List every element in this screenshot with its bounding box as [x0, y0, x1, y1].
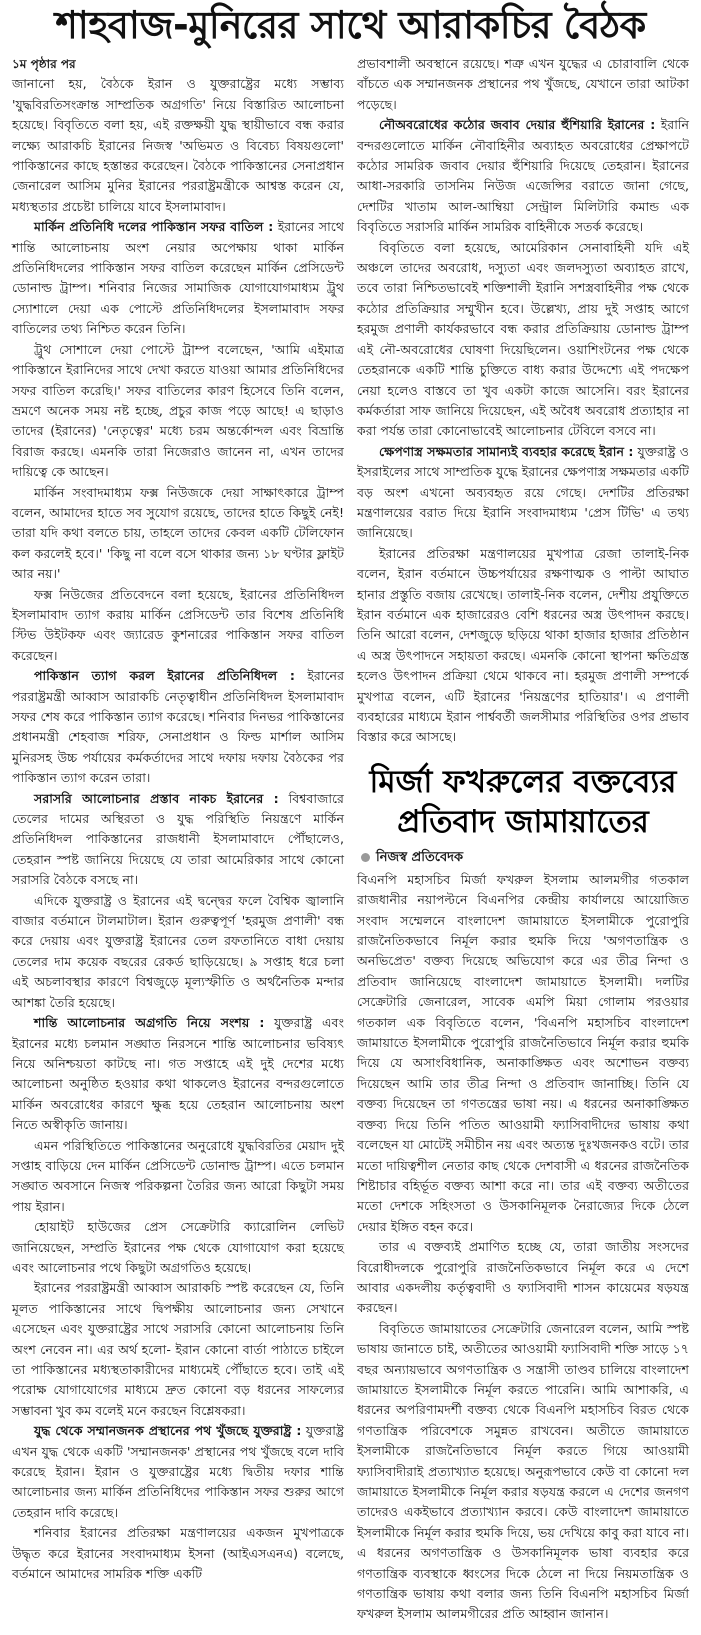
- article1-left-column: [12, 54, 344, 1584]
- paragraph-text: মার্কিন সংবাদমাধ্যম ফক্স নিউজকে দেয়া সাক্ষাৎকারে ট্রাম্প বলেন, আমাদের হাতে সব সুযোগ রয়েছে, তাদের হাতে কিছুই নেই! তারা যদি কথা বলতে চায়, তাহলে তাদের কেবল একটি টেলিফোন কল করলেই হবে।' 'কিছু না বলে বসে থাকার জন্য ১৮ ঘণ্টার ফ্লাইট আর নয়।': [12, 484, 344, 582]
- paragraph: [357, 54, 689, 115]
- paragraph-text: বিবৃতিতে বলা হয়েছে, আমেরিকান সেনাবাহিনী যদি এই অঞ্চলে তাদের অবরোধ, দস্যুতা এবং জলদস্যুতা অব্যাহত রাখে, তবে তারা নিশ্চিতভাবেই শক্তিশালী ইরানি সশস্ত্রবাহিনীর পক্ষ থেকে কঠোর প্রতিক্রিয়ার সম্মুখীন হবে। উল্লেখ্য, প্রায় দুই সপ্তাহ আগে হরমুজ প্রণালী কার্যকরভাবে বন্ধ করার প্রতিক্রিয়ায় ডোনাল্ড ট্রাম্প এই নৌ-অবরোধের ঘোষণা দিয়েছিলেন। ওয়াশিংটনের পক্ষ থেকে তেহরানকে একটি শান্তি চুক্তিতে বাধ্য করার উদ্দেশ্যে এই পদক্ষেপ নেয়া হলেও বাস্তবে তা খুব একটা কাজে আসেনি। বরং ইরানের কর্মকর্তারা সাফ জানিয়ে দিয়েছেন, এই অবৈধ অবরোধ প্রত্যাহার না করা পর্যন্ত তারা কোনোভাবেই আলোচনার টেবিলে বসবে না।: [357, 239, 689, 439]
- paragraph: [12, 217, 344, 339]
- paragraph: [12, 1421, 344, 1523]
- subheading: যুদ্ধ থেকে সম্মানজনক প্রস্থানের পথ খুঁজছে যুক্তরাষ্ট্র :: [34, 1423, 302, 1439]
- left-paragraphs: [12, 74, 344, 1584]
- subheading: পাকিস্তান ত্যাগ করল ইরানের প্রতিনিধিদল :: [34, 668, 295, 684]
- paragraph: [12, 891, 344, 1013]
- paragraph-text: যুক্তরাষ্ট্র এবং ইরানের মধ্যে চলমান সঙ্ঘাত নিরসনে শান্তি আলোচনার ভবিষ্যৎ নিয়ে অনিশ্চয়তা কাটছে না। গত সপ্তাহে এই দুই দেশের মধ্যে আলোচনা অনুষ্ঠিত হওয়ার কথা থাকলেও ইরানের বন্দরগুলোতে মার্কিন অবরোধের কারণে ক্ষুব্ধ হয়ে তেহরান আলোচনায় অংশ নিতে অস্বীকৃতি জানায়।: [12, 1015, 344, 1133]
- paragraph-text: ইরানের প্রতিরক্ষা মন্ত্রণালয়ের মুখপাত্র রেজা তালাই-নিক বলেন, ইরান বর্তমানে উচ্চপর্যায়ের রক্ষণাত্মক ও পাল্টা আঘাত হানার প্রস্তুতি বজায় রেখেছে। তালাই-নিক বলেন, দেশীয় প্রযুক্তিতে ইরান বর্তমানে এক হাজারেরও বেশি ধরনের অস্ত্র উৎপাদন করছে। তিনি আরো বলেন, দেশজুড়ে ছড়িয়ে থাকা হাজার হাজার প্রতিষ্ঠান এ অস্ত্র উৎপাদনে সহায়তা করছে। এমনকি কোনো স্থাপনা ক্ষতিগ্রস্ত হলেও উৎপাদন প্রক্রিয়া থেমে থাকবে না। হরমুজ প্রণালী সম্পর্কে মুখপাত্র বলেন, এটি ইরানের 'নিয়ন্ত্রণের হাতিয়ার'। এ প্রণালী ব্যবহারের মাধ্যমে ইরান পার্শ্ববর্তী জলসীমার পরিস্থিতির ওপর প্রভাব বিস্তার করে আসছে।: [357, 545, 689, 745]
- article2-headline-line2: প্রতিবাদ জামায়াতের: [397, 803, 649, 840]
- subheading: নৌঅবরোধের কঠোর জবাব দেয়ার হুঁশিয়ারি ইরানের :: [379, 117, 656, 133]
- paragraph: [12, 1136, 344, 1218]
- paragraph-text: ট্রুথ সোশালে দেয়া পোস্টে ট্রাম্প বলেছেন, 'আমি এইমাত্র পাকিস্তানে ইরানিদের সাথে দেখা করতে যাওয়া আমার প্রতিনিধিদের সফর বাতিল করেছি।' সফর বাতিলের কারণ হিসেবে তিনি বলেন, ভ্রমণে অনেক সময় নষ্ট হচ্ছে, প্রচুর কাজ পড়ে আছে! এ ছাড়াও তাদের (ইরানের) 'নেতৃত্বের' মধ্যে চরম অন্তর্কোন্দল এবং বিভ্রান্তি বিরাজ করছে। এমনকি তারা নিজেরাও জানেন না, এখন তাদের দায়িত্বে কে আছেন।: [12, 341, 344, 480]
- subheading: শান্তি আলোচনার অগ্রগতি নিয়ে সংশয় :: [34, 1015, 265, 1031]
- paragraph: [357, 115, 689, 237]
- paragraph-text: এমন পরিস্থিতিতে পাকিস্তানের অনুরোধে যুদ্ধবিরতির মেয়াদ দুই সপ্তাহ বাড়িয়ে দেন মার্কিন প্রেসিডেন্ট ডোনাল্ড ট্রাম্প। এতে চলমান সঙ্ঘাত অবসানে নিজস্ব পরিকল্পনা তৈরির জন্য আরো কিছুটা সময় পায় ইরান।: [12, 1137, 344, 1214]
- paragraph: [357, 442, 689, 544]
- paragraph-text: এদিকে যুক্তরাষ্ট্র ও ইরানের এই দ্বন্দ্বের ফলে বৈশ্বিক জ্বালানি বাজার বর্তমানে টালমাটাল। ইরান গুরুত্বপূর্ণ 'হরমুজ প্রণালী' বন্ধ করে দেয়ায় এবং যুক্তরাষ্ট্র ইরানের তেল রফতানিতে বাধা দেয়ায় তেলের দাম কয়েক বছরের রেকর্ড ছাড়িয়েছে। ৯ সপ্তাহ ধরে চলা এই অচলাবস্থার কারণে বিশ্বজুড়ে মূল্যস্ফীতি ও অর্থনৈতিক মন্দার আশঙ্কা তৈরি হয়েছে।: [12, 892, 344, 1010]
- columns: [12, 54, 689, 1625]
- paragraph: [12, 666, 344, 788]
- paragraph-text: ফক্স নিউজের প্রতিবেদনে বলা হয়েছে, ইরানের প্রতিনিধিদল ইসলামাবাদ ত্যাগ করায় মার্কিন প্রেসিডেন্ট তার বিশেষ প্রতিনিধি স্টিভ উইটকফ এবং জ্যারেড কুশনারের পাকিস্তান সফর বাতিল করেছেন।: [12, 586, 344, 663]
- paragraph-text: জানানো হয়, বৈঠকে ইরান ও যুক্তরাষ্ট্রের মধ্যে সম্ভাব্য 'যুদ্ধবিরতিসংক্রান্ত সাম্প্রতিক অগ্রগতি' নিয়ে বিস্তারিত আলোচনা হয়েছে। বিবৃতিতে বলা হয়, এই রক্তক্ষয়ী যুদ্ধ স্থায়ীভাবে বন্ধ করার লক্ষ্যে আরাকচি ইরানের নিজস্ব 'অভিমত ও বিবেচ্য বিষয়গুলো' পাকিস্তানের কাছে হস্তান্তর করেছেন। বৈঠকে পাকিস্তানের সেনাপ্রধান জেনারেল আসিম মুনির ইরানের পররাষ্ট্রমন্ত্রীকে আশ্বস্ত করেন যে, মধ্যস্থতার প্রচেষ্টা চালিয়ে যাবে ইসলামাবাদ।: [12, 76, 344, 214]
- byline-text: নিজস্ব প্রতিবেদক: [376, 849, 464, 865]
- subheading: মার্কিন প্রতিনিধি দলের পাকিস্তান সফর বাতিল :: [34, 219, 274, 235]
- article2-byline: [357, 848, 689, 868]
- paragraph-text: তার এ বক্তব্যই প্রমাণিত হচ্ছে যে, তারা জাতীয় সংসদের বিরোধীদলকে পুরোপুরি রাজনৈতিকভাবে নির্মূল করে এ দেশে আবার একদলীয় কর্তৃত্ববাদী ও ফ্যাসিবাদী শাসন কায়েমের ষড়যন্ত্র করছেন।: [357, 1239, 689, 1316]
- subheading: সরাসরি আলোচনার প্রস্তাব নাকচ ইরানের :: [34, 790, 279, 806]
- continued-from-label: ১ম পৃষ্ঠার পর: [12, 57, 76, 71]
- paragraph: [357, 544, 689, 748]
- paragraph: [12, 1523, 344, 1584]
- paragraph-text: বিএনপি মহাসচিব মির্জা ফখরুল ইসলাম আলমগীর গতকাল রাজধানীর নয়াপল্টনে বিএনপির কেন্দ্রীয় কার্যালয়ে আয়োজিত সংবাদ সম্মেলনে বাংলাদেশ জামায়াতে ইসলামীকে পুরোপুরি রাজনৈতিকভাবে নির্মূল করার হুমকি দিয়ে 'অগণতান্ত্রিক ও অনভিপ্রেত' বক্তব্য দিয়েছে অভিযোগ করে এর তীব্র নিন্দা ও প্রতিবাদ জানিয়েছে বাংলাদেশ জামায়াতে ইসলামী। দলটির সেক্রেটারি জেনারেল, সাবেক এমপি মিয়া গোলাম পরওয়ার গতকাল এক বিবৃতিতে বলেন, 'বিএনপি মহাসচিব বাংলাদেশ জামায়াতে ইসলামীকে পুরোপুরি রাজনৈতিভাবে নির্মূল করার হুমকি দিয়ে যে অসাংবিধানিক, অনাকাঙ্ক্ষিত এবং অশোভন বক্তব্য দিয়েছেন আমি তার তীব্র নিন্দা ও প্রতিবাদ জানাচ্ছি। তিনি যে বক্তব্য দিয়েছেন তা গণতন্ত্রের ভাষা নয়। এ ধরনের অনাকাঙ্ক্ষিত বক্তব্য দিয়ে তিনি পতিত আওয়ামী ফ্যাসিবাদীদের ভাষায় কথা বলেছেন যা মোটেই সমীচীন নয় এবং অত্যন্ত দুঃখজনকও বটে। তার মতো দায়িত্বশীল নেতার কাছ থেকে দেশবাসী এ ধরনের রাজনৈতিক শিষ্টাচার বহির্ভূত বক্তব্য আশা করে না। তার এই বক্তব্য অতীতের মতো দেশকে সহিংসতা ও উসকানিমূলক নৈরাজ্যের দিকে ঠেলে দেয়ার ইঙ্গিত বহন করে।: [357, 871, 689, 1234]
- paragraph: [12, 1278, 344, 1421]
- paragraph: [12, 74, 344, 217]
- article2-headline-line1: মির্জা ফখরুলের বক্তব্যের: [369, 763, 677, 800]
- paragraph: [12, 483, 344, 585]
- paragraph: [357, 1237, 689, 1319]
- article2-paragraphs: [357, 870, 689, 1625]
- paragraph-text: যুক্তরাষ্ট্র এখন যুদ্ধ থেকে একটি 'সম্মানজনক' প্রস্থানের পথ খুঁজছে বলে দাবি করেছে ইরান। ইরান ও যুক্তরাষ্ট্রের মধ্যে দ্বিতীয় দফার শান্তি আলোচনার জন্য মার্কিন প্রতিনিধিদের পাকিস্তান সফর শুরুর আগে তেহরান দাবি করেছে।: [12, 1423, 344, 1520]
- paragraph-text: হোয়াইট হাউজের প্রেস সেক্রেটারি ক্যারোলিন লেভিট জানিয়েছেন, সম্প্রতি ইরানের পক্ষ থেকে যোগাযোগ করা হয়েছে এবং আলোচনার পথে কিছুটা অগ্রগতিও হয়েছে।: [12, 1219, 344, 1275]
- article1-right-paragraphs: [357, 54, 689, 748]
- paragraph: [12, 585, 344, 667]
- paragraph-text: ইরানি বন্দরগুলোতে মার্কিন নৌবাহিনীর অব্যাহত অবরোধের প্রেক্ষাপটে কঠোর সামরিক জবাব দেয়ার হুঁশিয়ারি দিয়েছে তেহরান। ইরানের আধা-সরকারি তাসনিম নিউজ এজেন্সির বরাতে জানা গেছে, দেশটির খাতাম আল-আম্বিয়া সেন্ট্রাল মিলিটারি কমান্ড এক বিবৃতিতে সরাসরি মার্কিন সামরিক বাহিনীকে সতর্ক করেছে।: [357, 117, 689, 235]
- paragraph-text: বিশ্ববাজারে তেলের দামের অস্থিরতা ও যুদ্ধ পরিস্থিতি নিয়ন্ত্রণে মার্কিন প্রতিনিধিদল পাকিস্তানের রাজধানী ইসলামাবাদে পৌঁছালেও, তেহরান স্পষ্ট জানিয়ে দিয়েছে যে তারা আমেরিকার সাথে কোনো সরাসরি বৈঠকে বসছে না।: [12, 790, 344, 888]
- paragraph: [12, 1013, 344, 1135]
- paragraph: [357, 870, 689, 1237]
- bullet-icon: [361, 853, 370, 862]
- right-column: [357, 54, 689, 1625]
- paragraph: [357, 238, 689, 442]
- paragraph: [12, 340, 344, 483]
- paragraph-text: যুক্তরাষ্ট্র ও ইসরাইলের সাথে সাম্প্রতিক যুদ্ধে ইরানের ক্ষেপণাস্ত্র সক্ষমতার একটি বড় অংশ এখনো অব্যবহৃত রয়ে গেছে। দেশটির প্রতিরক্ষা মন্ত্রণালয়ের বরাত দিয়ে ইরানি সংবাদমাধ্যম 'প্রেস টিভি' এ তথ্য জানিয়েছে।: [357, 443, 689, 541]
- paragraph-text: শনিবার ইরানের প্রতিরক্ষা মন্ত্রণালয়ের একজন মুখপাত্রকে উদ্ধৃত করে ইরানের সংবাদমাধ্যম ইসনা (আইএসএনএ) বলেছে, বর্তমানে আমাদের সামরিক শক্তি একটি: [12, 1525, 344, 1582]
- paragraph-text: ইরানের সাথে শান্তি আলোচনায় অংশ নেয়ার অপেক্ষায় থাকা মার্কিন প্রতিনিধিদলের পাকিস্তান সফর বাতিল করেছেন মার্কিন প্রেসিডেন্ট ডোনাল্ড ট্রাম্প। শনিবার নিজের সামাজিক যোগাযোগমাধ্যম ট্রুথ স্যোশালে দেয়া এক পোস্টে প্রতিনিধিদলের ইসলামাবাদ সফর বাতিলের তথ্য নিশ্চিত করেন তিনি।: [12, 219, 344, 337]
- paragraph: [12, 789, 344, 891]
- paragraph-text: ইরানের পররাষ্ট্রমন্ত্রী আব্বাস আরাকচি স্পষ্ট করেছেন যে, তিনি মূলত পাকিস্তানের সাথে দ্বিপক্ষীয় আলোচনার জন্য সেখানে এসেছেন এবং যুক্তরাষ্ট্রের সাথে সরাসরি কোনো আলোচনায় তিনি অংশ নেবেন না। এর অর্থ হলো- ইরান কোনো বার্তা পাঠাতে চাইলে তা পাকিস্তানের মধ্যস্থতাকারীদের মাধ্যমেই পৌঁছাতে হবে। তাই এই পরোক্ষ যোগাযোগের মাধ্যমে দ্রুত কোনো বড় ধরনের সাফল্যের সম্ভাবনা খুব কম বলেই মনে করছেন বিশ্লেষকরা।: [12, 1280, 344, 1418]
- paragraph-text: বিবৃতিতে জামায়াতের সেক্রেটারি জেনারেল বলেন, আমি স্পষ্ট ভাষায় জানাতে চাই, অতীতের আওয়ামী ফ্যাসিবাদী শক্তি সাড়ে ১৭ বছর অন্যায়ভাবে অগণতান্ত্রিক ও সন্ত্রাসী তাণ্ডব চালিয়ে বাংলাদেশ জামায়াতে ইসলামীকে নির্মূল করতে পারেনি। আমি আশাকরি, এ ধরনের অপরিণামদর্শী বক্তব্য থেকে বিএনপি মহাসচিব বিরত থেকে গণতান্ত্রিক পরিবেশকে সমুন্নত রাখবেন। অতীতে জামায়াতে ইসলামীকে রাজনৈতিভাবে নির্মূল করতে গিয়ে আওয়ামী ফ্যাসিবাদীরাই প্রত্যাখ্যাত হয়েছে। অনুরূপভাবে কেউ বা কোনো দল জামায়াতে ইসলামীকে নির্মূল করার ষড়যন্ত্র করলে এ দেশের জনগণ তাদেরও একইভাবে প্রত্যাখ্যান করবে। কেউ বাংলাদেশ জামায়াতে ইসলামীকে নির্মূল করার হুমকি দিয়ে, ভয় দেখিয়ে কাবু করা যাবে না। এ ধরনের অগণতান্ত্রিক ও উসকানিমূলক ভাষা ব্যবহার করে গণতান্ত্রিক ব্যবস্থাকে ধ্বংসের দিকে ঠেলে না দিয়ে নিয়মতান্ত্রিক ও গণতান্ত্রিক ভাষায় কথা বলার জন্য তিনি বিএনপি মহাসচিব মির্জা ফখরুল ইসলাম আলমগীরের প্রতি আহ্বান জানান।: [357, 1320, 689, 1622]
- paragraph-text: প্রভাবশালী অবস্থানে রয়েছে। শত্রু এখন যুদ্ধের এ চোরাবালি থেকে বাঁচতে এক সম্মানজনক প্রস্থানের পথ খুঁজছে, যেখানে তারা আটকা পড়েছে।: [357, 56, 689, 112]
- subheading: ক্ষেপণাস্ত্র সক্ষমতার সামান্যই ব্যবহার করেছে ইরান :: [379, 443, 634, 459]
- paragraph: [12, 1217, 344, 1278]
- article2-headline: [357, 762, 689, 842]
- paragraph: [357, 1319, 689, 1625]
- article1-headline: শাহবাজ-মুনিরের সাথে আরাকচির বৈঠক: [55, 3, 646, 47]
- paragraph-text: ইরানের পররাষ্ট্রমন্ত্রী আব্বাস আরাকচি নেতৃত্বাধীন প্রতিনিধিদল ইসলামাবাদ সফর শেষ করে পাকিস্তান ত্যাগ করেছে। শনিবার দিনভর পাকিস্তানের প্রধানমন্ত্রী শেহবাজ শরিফ, সেনাপ্রধান ও ফিল্ড মার্শাল আসিম মুনিরসহ উচ্চ পর্যায়ের কর্মকর্তাদের সাথে দফায় দফায় বৈঠকের পর পাকিস্তান ত্যাগ করেন তারা।: [12, 668, 344, 786]
